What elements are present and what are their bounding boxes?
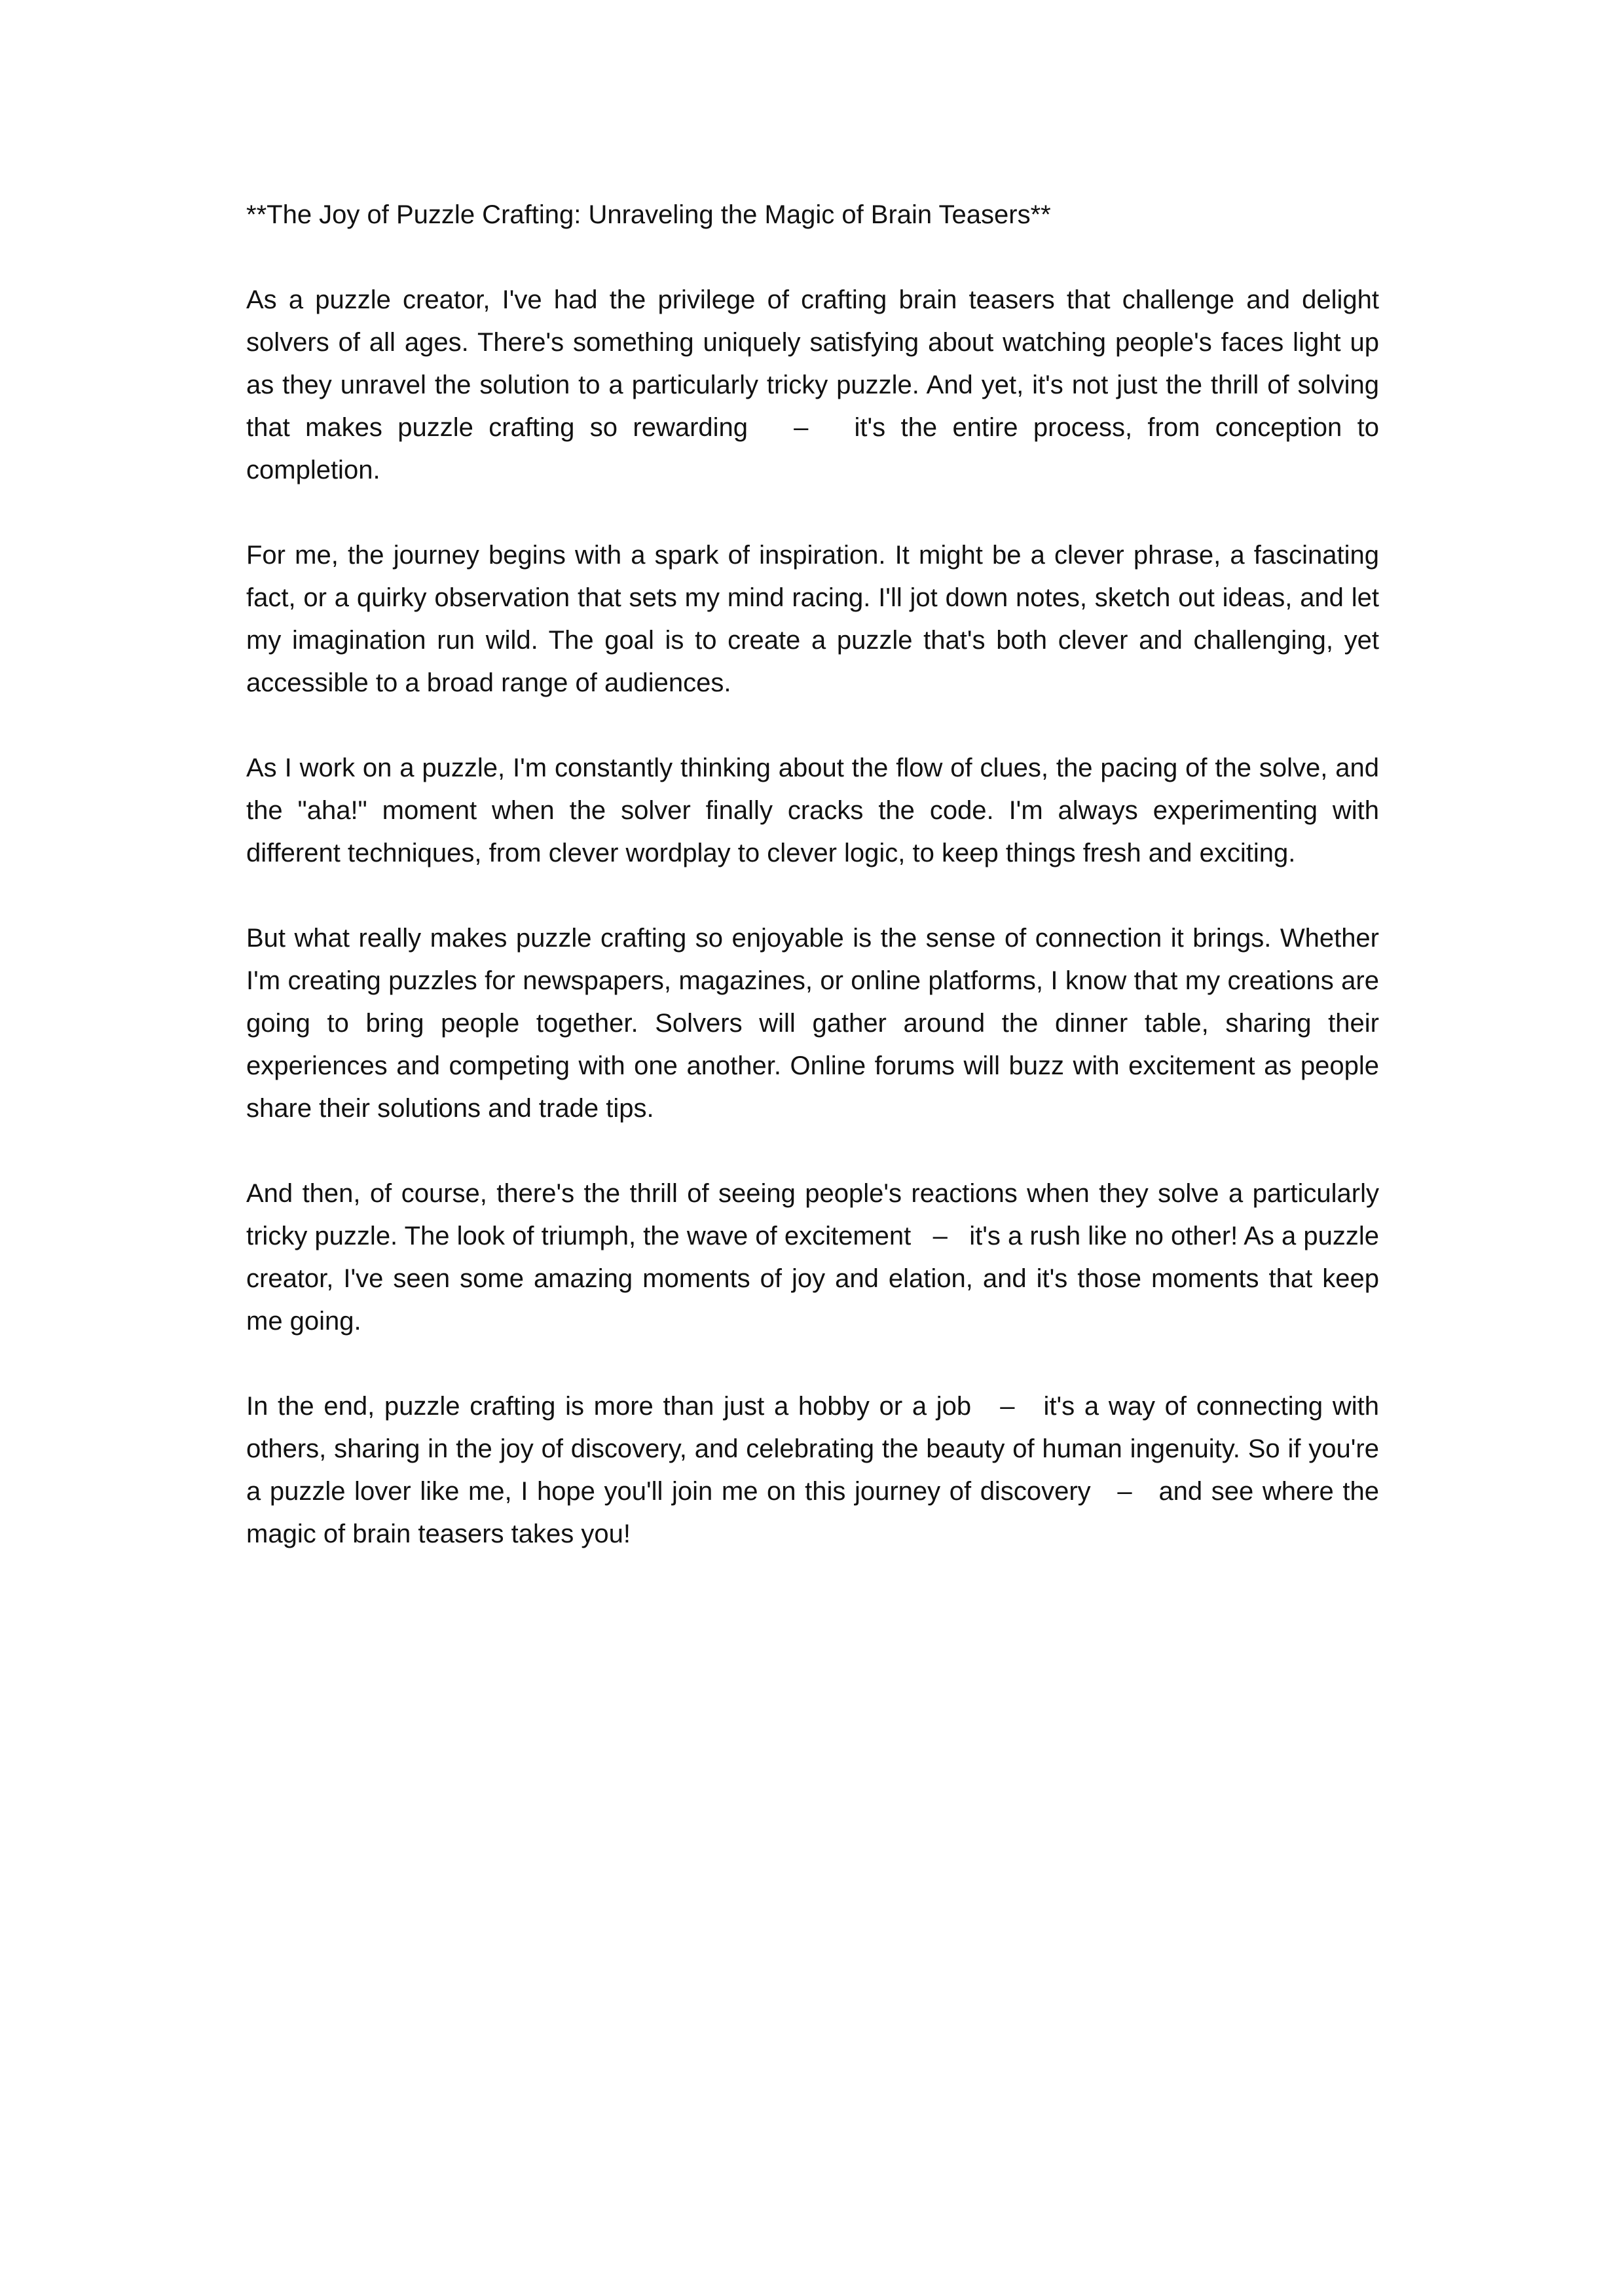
paragraph-intro: As a puzzle creator, I've had the privilege of crafting brain teasers that challenge and delight solvers of all ages. There's something uniquely satisfying about watching people's faces light up as they unravel the solution to a particularly tricky puzzle. And yet, it's not just the thrill of solving that makes puzzle crafting so rewarding – it's the entire process, from conception to completion. <box>246 285 1379 484</box>
paragraph-conclusion: In the end, puzzle crafting is more than just a hobby or a job – it's a way of connecting with others, sharing in the joy of discovery, and celebrating the beauty of human ingenuity. So if you're a puzzle lover like me, I hope you'll join me on this journey of discovery – and see where the magic of brain teasers takes you! <box>246 1392 1379 1548</box>
paragraph-inspiration: For me, the journey begins with a spark of inspiration. It might be a clever phrase, a fascinating fact, or a quirky observation that sets my mind racing. I'll jot down notes, sketch out ideas, and let my imagination run wild. The goal is to create a puzzle that's both clever and challenging, yet accessible to a broad range of audiences. <box>246 541 1379 697</box>
paragraph-reactions: And then, of course, there's the thrill of seeing people's reactions when they solve a particularly tricky puzzle. The look of triumph, the wave of excitement – it's a rush like no other! As a puzzle creator, I've seen some amazing moments of joy and elation, and it's those moments that keep me going. <box>246 1179 1379 1336</box>
document-title: **The Joy of Puzzle Crafting: Unraveling the Magic of Brain Teasers** <box>246 200 1051 229</box>
document-body <box>246 194 1379 1556</box>
paragraph-connection: But what really makes puzzle crafting so enjoyable is the sense of connection it brings. Whether I'm creating puzzles for newspapers, magazines, or online platforms, I know that my creations are going to bring people together. Solvers will gather around the dinner table, sharing their experiences and competing with one another. Online forums will buzz with excitement as people share their solutions and trade tips. <box>246 924 1379 1123</box>
paragraph-process: As I work on a puzzle, I'm constantly thinking about the flow of clues, the pacing of the solve, and the "aha!" moment when the solver finally cracks the code. I'm always experimenting with different techniques, from clever wordplay to clever logic, to keep things fresh and exciting. <box>246 754 1379 867</box>
